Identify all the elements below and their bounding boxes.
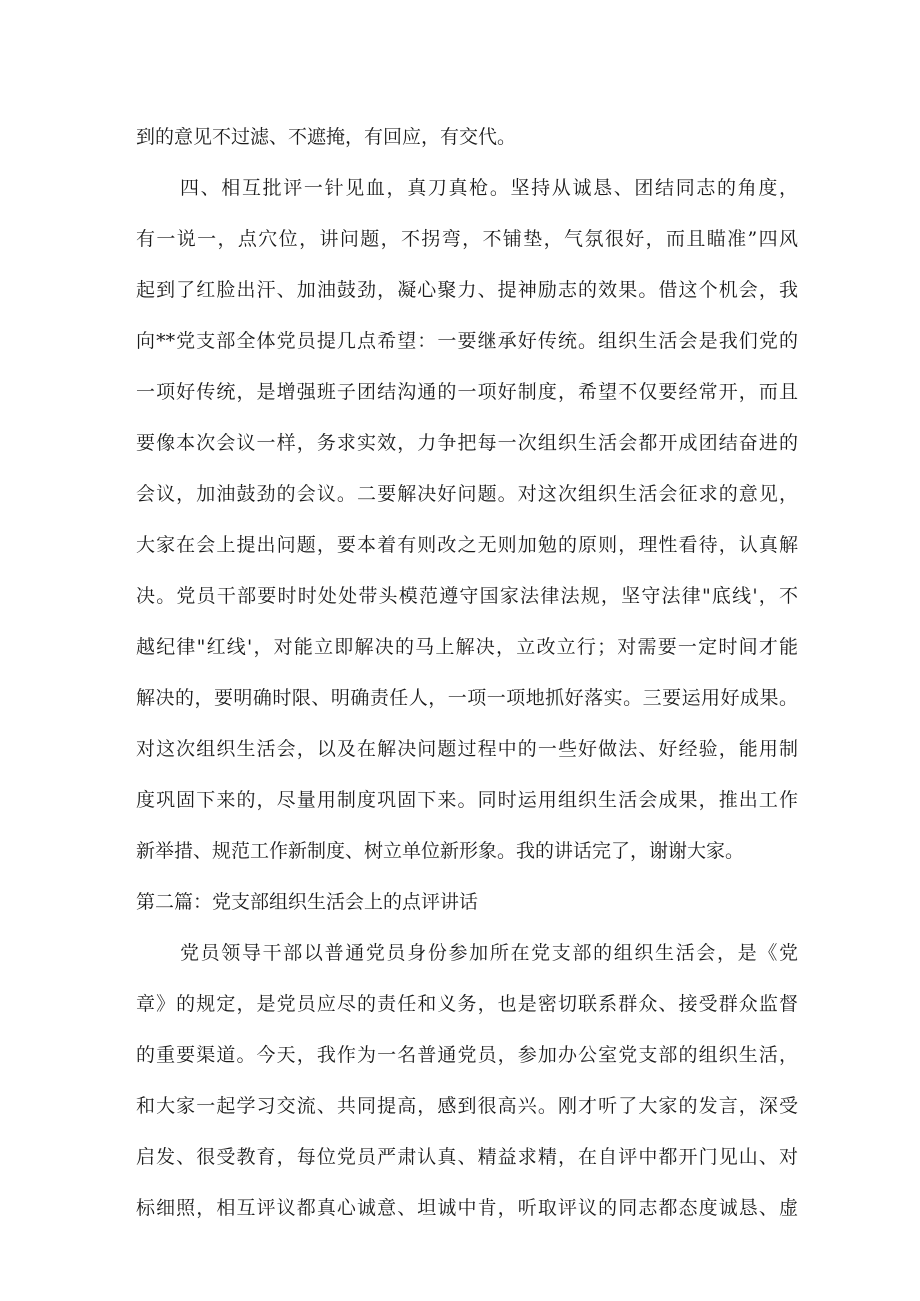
text-line: 决。党员干部要时时处处带头模范遵守国家法律法规，坚守法律"底线'，不 — [136, 585, 798, 607]
text-line: 越纪律"红线'，对能立即解决的马上解决，立改立行；对需要一定时间才能 — [136, 636, 798, 658]
text-line: 对这次组织生活会，以及在解决问题过程中的一些好做法、好经验，能用制 — [136, 738, 798, 760]
text-line: 一项好传统，是增强班子团结沟通的一项好制度，希望不仅要经常开，而且 — [136, 381, 798, 403]
text-line: 章》的规定，是党员应尽的责任和义务，也是密切联系群众、接受群众监督 — [136, 993, 798, 1015]
text-line: 有一说一，点穴位，讲问题，不拐弯，不铺垫，气氛很好，而且瞄准”四风 — [136, 228, 798, 250]
text-line: 新举措、规范工作新制度、树立单位新形象。我的讲话完了，谢谢大家。 — [136, 840, 745, 862]
text-line: 的重要渠道。今天，我作为一名普通党员，参加办公室党支部的组织生活， — [136, 1044, 798, 1066]
text-line: 到的意见不过滤、不遮掩，有回应，有交代。 — [136, 126, 517, 148]
text-line: 起到了红脸出汗、加油鼓劲，凝心聚力、提神励志的效果。借这个机会，我 — [136, 279, 798, 301]
paragraph-first-line: 四、相互批评一针见血，真刀真枪。坚持从诚恳、团结同志的角度， — [180, 177, 798, 199]
text-line: 度巩固下来的，尽量用制度巩固下来。同时运用组织生活会成果，推出工作 — [136, 789, 798, 811]
text-line: 和大家一起学习交流、共同提高，感到很高兴。刚才听了大家的发言，深受 — [136, 1095, 798, 1117]
text-line: 标细照，相互评议都真心诚意、坦诚中肯，听取评议的同志都态度诚恳、虚 — [136, 1197, 798, 1219]
paragraph-first-line: 党员领导干部以普通党员身份参加所在党支部的组织生活会，是《党 — [180, 942, 798, 964]
text-line: 解决的，要明确时限、明确责任人，一项一项地抓好落实。三要运用好成果。 — [136, 687, 798, 709]
text-line: 向**党支部全体党员提几点希望：一要继承好传统。组织生活会是我们党的 — [136, 330, 798, 352]
text-line: 会议，加油鼓劲的会议。二要解决好问题。对这次组织生活会征求的意见， — [136, 483, 798, 505]
text-line: 启发、很受教育，每位党员严肃认真、精益求精，在自评中都开门见山、对 — [136, 1146, 798, 1168]
text-line: 要像本次会议一样，务求实效，力争把每一次组织生活会都开成团结奋进的 — [136, 432, 798, 454]
text-line: 大家在会上提出问题，要本着有则改之无则加勉的原则，理性看待，认真解 — [136, 534, 798, 556]
section-heading: 第二篇：党支部组织生活会上的点评讲话 — [136, 891, 479, 913]
